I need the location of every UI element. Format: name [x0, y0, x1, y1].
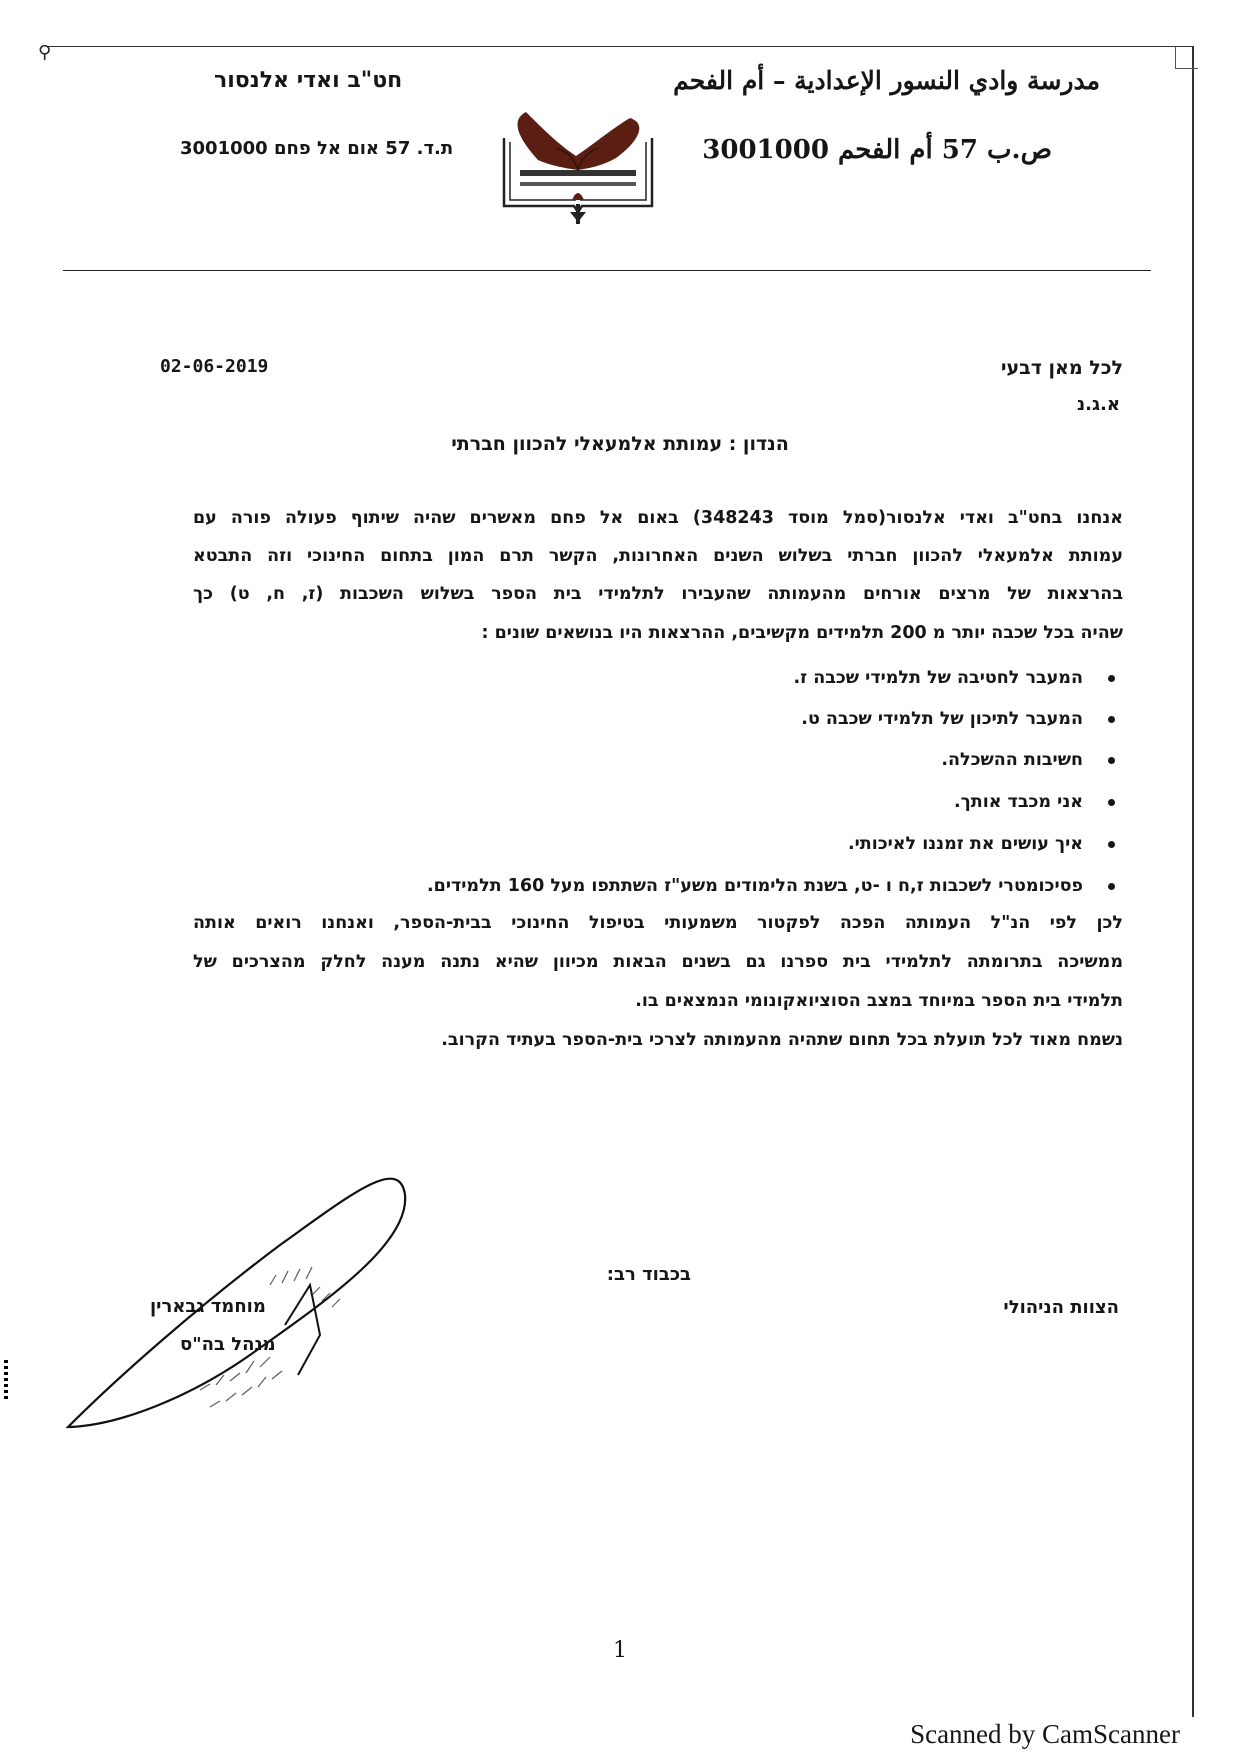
bullet-icon: [1108, 716, 1115, 723]
conclusion-line-3: תלמידי בית הספר במיוחד במצב הסוציואקונומי הנמצאים בו.: [635, 991, 1123, 1011]
bullet-icon: [1108, 675, 1115, 682]
page-number: 1: [613, 1638, 627, 1663]
bullet-icon: [1108, 799, 1115, 806]
intro-line-1: אנחנו בחט"ב ואדי אלנסור(סמל מוסד 348243) באום אל פחם מאשרים שהיה שיתוף פעולה פורה עם: [193, 508, 1124, 528]
school-name-arabic: مدرسة وادي النسور الإعدادية – أم الفحم: [673, 66, 1100, 95]
subject-line: הנדון : עמותת אלמעאלי להכוון חברתי: [451, 433, 789, 455]
regards-line: בכבוד רב:: [606, 1264, 691, 1285]
list-item: אני מכבד אותך.: [954, 792, 1083, 812]
intro-line-4: שהיה בכל שכבה יותר מ 200 תלמידים מקשיבים, ההרצאות היו בנושאים שונים :: [481, 623, 1123, 643]
list-item: המעבר לחטיבה של תלמידי שכבה ז.: [793, 668, 1083, 688]
conclusion-line-2: ממשיכה בתרומתה לתלמידי בית ספרנו גם בשנים הבאות מכיוון שהיא נתנה מענה לחלק מהצרכים של: [193, 952, 1123, 972]
list-item: פסיכומטרי לשכבות ז,ח ו -ט, בשנת הלימודים משע"ז השתתפו מעל 160 תלמידים.: [427, 876, 1083, 896]
scanner-watermark: Scanned by CamScanner: [910, 1719, 1180, 1749]
bullet-icon: [1108, 841, 1115, 848]
header-divider: [63, 270, 1151, 271]
school-address-arabic: ص.ب 57 أم الفحم 3001000: [702, 135, 1052, 165]
intro-line-2: עמותת אלמעאלי להכוון חברתי בשלוש השנים האחרונות, הקשר תרם המון בתחום החינוכי וזה התבטא: [193, 546, 1123, 566]
conclusion-line-4: נשמח מאוד לכל תועלת בכל תחום שתהיה מהעמותה לצרכי בית-הספר בעתיד הקרוב.: [441, 1030, 1123, 1050]
signer-role: מנהל בה"ס: [180, 1334, 276, 1355]
pin-icon: ⚲: [38, 42, 52, 63]
greeting-line: א.ג.נ: [1077, 394, 1120, 415]
scan-artifact: [4, 1360, 8, 1400]
school-name-hebrew: חט"ב ואדי אלנסור: [214, 68, 403, 93]
school-address-hebrew: ת.ד. 57 אום אל פחם 3001000: [180, 138, 454, 159]
signature-stamp-icon: [60, 1135, 420, 1435]
school-logo-icon: [498, 108, 658, 226]
letter-date: 02-06-2019: [160, 356, 269, 377]
list-item: איך עושים את זמננו לאיכותי.: [848, 834, 1083, 854]
bullet-icon: [1108, 757, 1115, 764]
list-item: חשיבות ההשכלה.: [941, 750, 1083, 770]
conclusion-line-1: לכן לפי הנ"ל העמותה הפכה לפקטור משמעותי בטיפול החינוכי בבית-הספר, ואנחנו רואים אותה: [193, 913, 1123, 933]
signer-name: מוחמד גבארין: [150, 1296, 266, 1317]
bullet-icon: [1108, 883, 1115, 890]
intro-line-3: בהרצאות של מרצים אורחים מהעמותה שהעבירו לתלמידי בית הספר בשלוש השכבות (ז, ח, ט) כך: [193, 584, 1123, 604]
corner-fold: [1175, 46, 1198, 69]
management-team: הצוות הניהולי: [1003, 1297, 1119, 1318]
recipient-line: לכל מאן דבעי: [1000, 357, 1123, 379]
list-item: המעבר לתיכון של תלמידי שכבה ט.: [801, 709, 1083, 729]
